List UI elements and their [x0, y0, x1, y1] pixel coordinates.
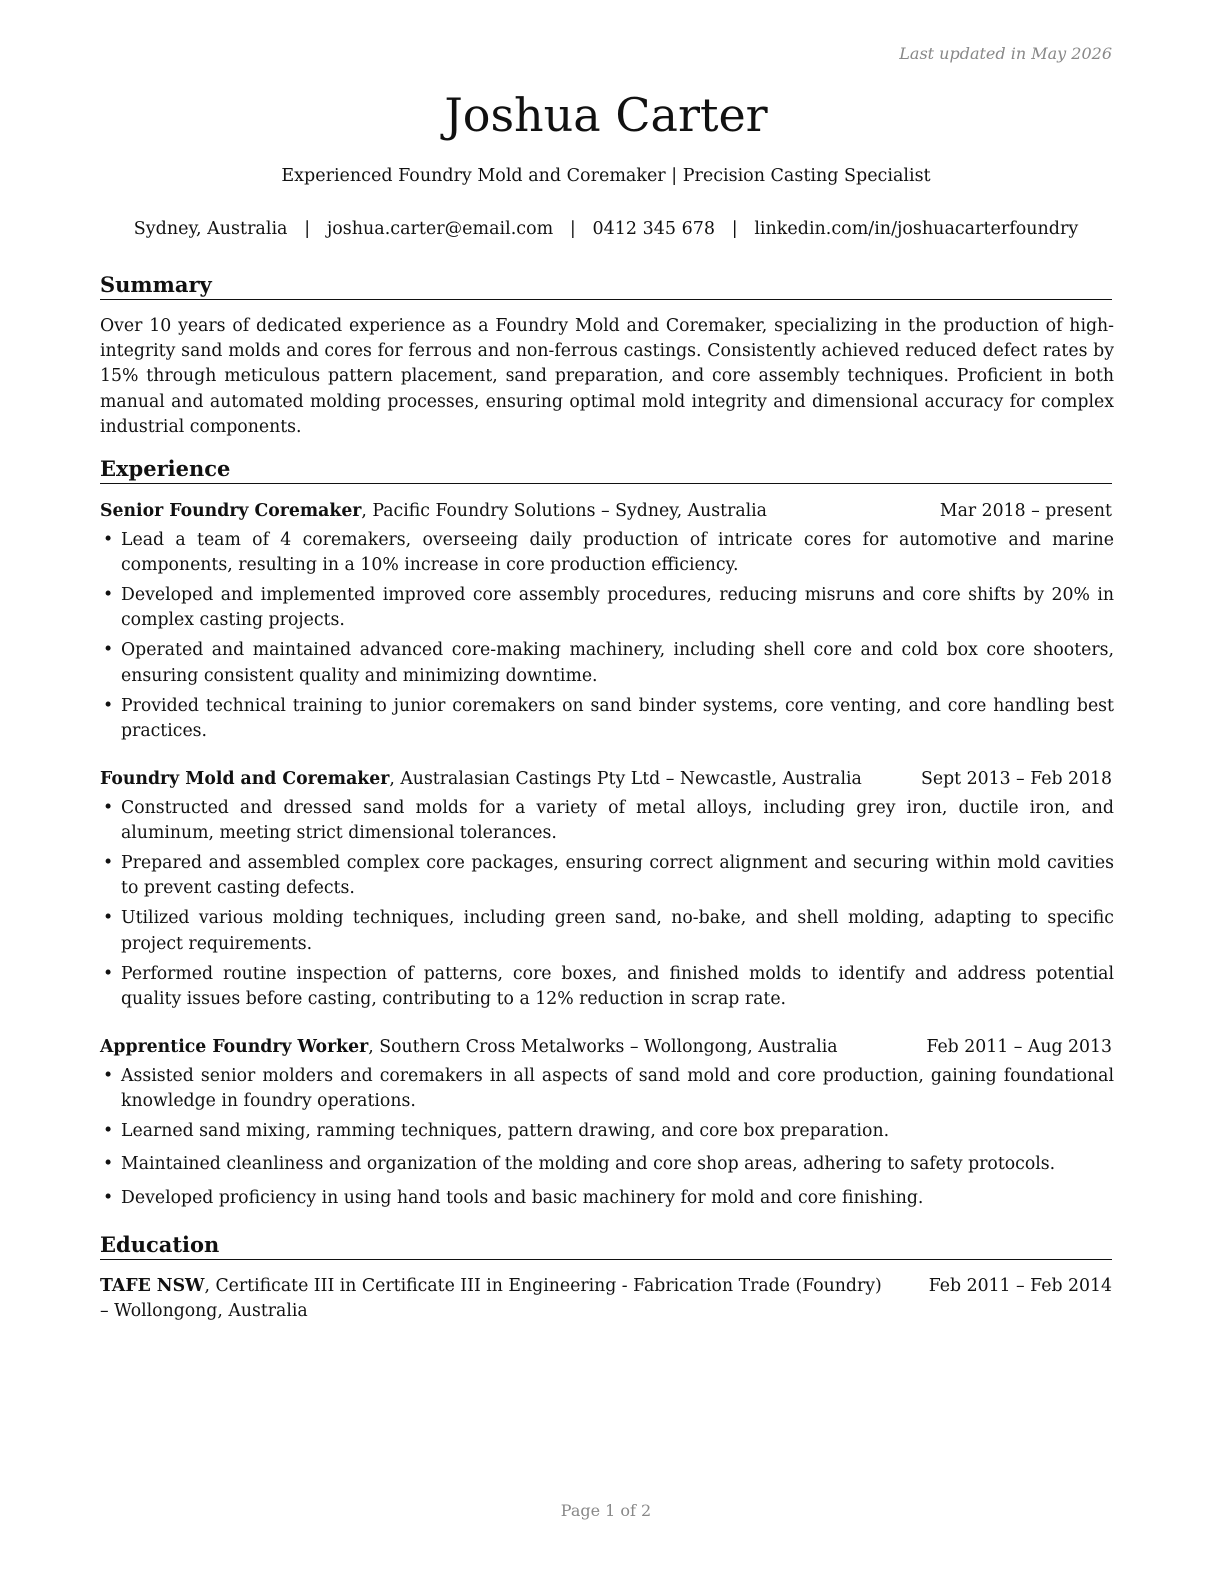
summary-heading: Summary	[100, 272, 1112, 300]
list-item: • Provided technical training to junior coremakers on sand binder systems, core venting, and core handling best practices.	[100, 694, 1114, 744]
contact-separator: |	[569, 219, 576, 239]
list-item: • Constructed and dressed sand molds for a variety of metal alloys, including grey iron, ductile iron, and aluminum, meeting strict dimensional tolerances.	[100, 796, 1114, 846]
contact-linkedin[interactable]: linkedin.com/in/joshuacarterfoundry	[754, 219, 1079, 239]
contact-line	[0, 219, 1212, 239]
page-number: Page 1 of 2	[560, 1501, 652, 1520]
list-item: • Prepared and assembled complex core packages, ensuring correct alignment and securing within mold cavities to prevent casting defects.	[100, 851, 1114, 901]
education-institution: TAFE NSW	[100, 1276, 205, 1296]
job-header	[100, 1035, 1112, 1060]
job-dates: Feb 2011 – Aug 2013	[926, 1037, 1112, 1057]
candidate-name: Joshua Carter	[444, 88, 768, 142]
list-item: • Lead a team of 4 coremakers, overseeing daily production of intricate cores for automotive and marine components, resulting in a 10% increase in core production efficiency.	[100, 528, 1114, 578]
job-title: Senior Foundry Coremaker	[100, 501, 362, 521]
job-title: Apprentice Foundry Worker	[100, 1037, 369, 1057]
last-updated-note: Last updated in May 2026	[899, 44, 1112, 63]
job-company: , Australasian Castings Pty Ltd – Newcastle, Australia	[389, 769, 862, 789]
job-dates: Sept 2013 – Feb 2018	[921, 769, 1112, 789]
contact-separator: |	[304, 219, 311, 239]
job-bullets	[100, 1064, 1114, 1216]
job-company: , Southern Cross Metalworks – Wollongong, Australia	[368, 1037, 838, 1057]
education-heading: Education	[100, 1232, 1112, 1260]
job-company: , Pacific Foundry Solutions – Sydney, Australia	[361, 501, 767, 521]
list-item: • Operated and maintained advanced core-making machinery, including shell core and cold box core shooters, ensuring consistent quality and minimizing downtime.	[100, 638, 1114, 688]
contact-phone: 0412 345 678	[592, 219, 715, 239]
contact-email[interactable]: joshua.carter@email.com	[326, 219, 554, 239]
job-bullets	[100, 528, 1114, 749]
list-item: • Developed and implemented improved core assembly procedures, reducing misruns and core shifts by 20% in complex casting projects.	[100, 583, 1114, 633]
list-item: • Utilized various molding techniques, including green sand, no-bake, and shell molding, adapting to specific project requirements.	[100, 906, 1114, 956]
contact-location: Sydney, Australia	[133, 219, 288, 239]
list-item: • Learned sand mixing, ramming techniques, pattern drawing, and core box preparation.	[100, 1119, 1114, 1144]
experience-heading: Experience	[100, 456, 1112, 484]
education-dates: Feb 2011 – Feb 2014	[928, 1276, 1112, 1296]
job-dates: Mar 2018 – present	[939, 501, 1112, 521]
list-item: • Maintained cleanliness and organization of the molding and core shop areas, adhering to safety protocols.	[100, 1152, 1114, 1177]
list-item: • Performed routine inspection of patterns, core boxes, and finished molds to identify and address potential quality issues before casting, contributing to a 12% reduction in scrap rate.	[100, 962, 1114, 1012]
job-header	[100, 499, 1112, 524]
job-title: Foundry Mold and Coremaker	[100, 769, 390, 789]
list-item: • Developed proficiency in using hand tools and basic machinery for mold and core finishing.	[100, 1186, 1114, 1211]
job-bullets	[100, 796, 1114, 1017]
education-text	[100, 1274, 890, 1324]
summary-text: Over 10 years of dedicated experience as a Foundry Mold and Coremaker, specializing in the production of high-integrity sand molds and cores for ferrous and non-ferrous castings. Consistently achieved reduced defect rates by 15% through meticulous pattern placement, sand preparation, and core assembly techniques. Proficient in both manual and automated molding processes, ensuring optimal mold integrity and dimensional accuracy for complex industrial components.	[100, 316, 1114, 437]
education-entry	[100, 1274, 1112, 1324]
tagline: Experienced Foundry Mold and Coremaker | Precision Casting Specialist	[281, 166, 931, 186]
list-item: • Assisted senior molders and coremakers in all aspects of sand mold and core production, gaining foundational knowledge in foundry operations.	[100, 1064, 1114, 1114]
education-details: , Certificate III in Certificate III in Engineering - Fabrication Trade (Foundry) – Wollongong, Australia	[100, 1276, 882, 1322]
contact-separator: |	[731, 219, 738, 239]
job-header	[100, 767, 1112, 792]
